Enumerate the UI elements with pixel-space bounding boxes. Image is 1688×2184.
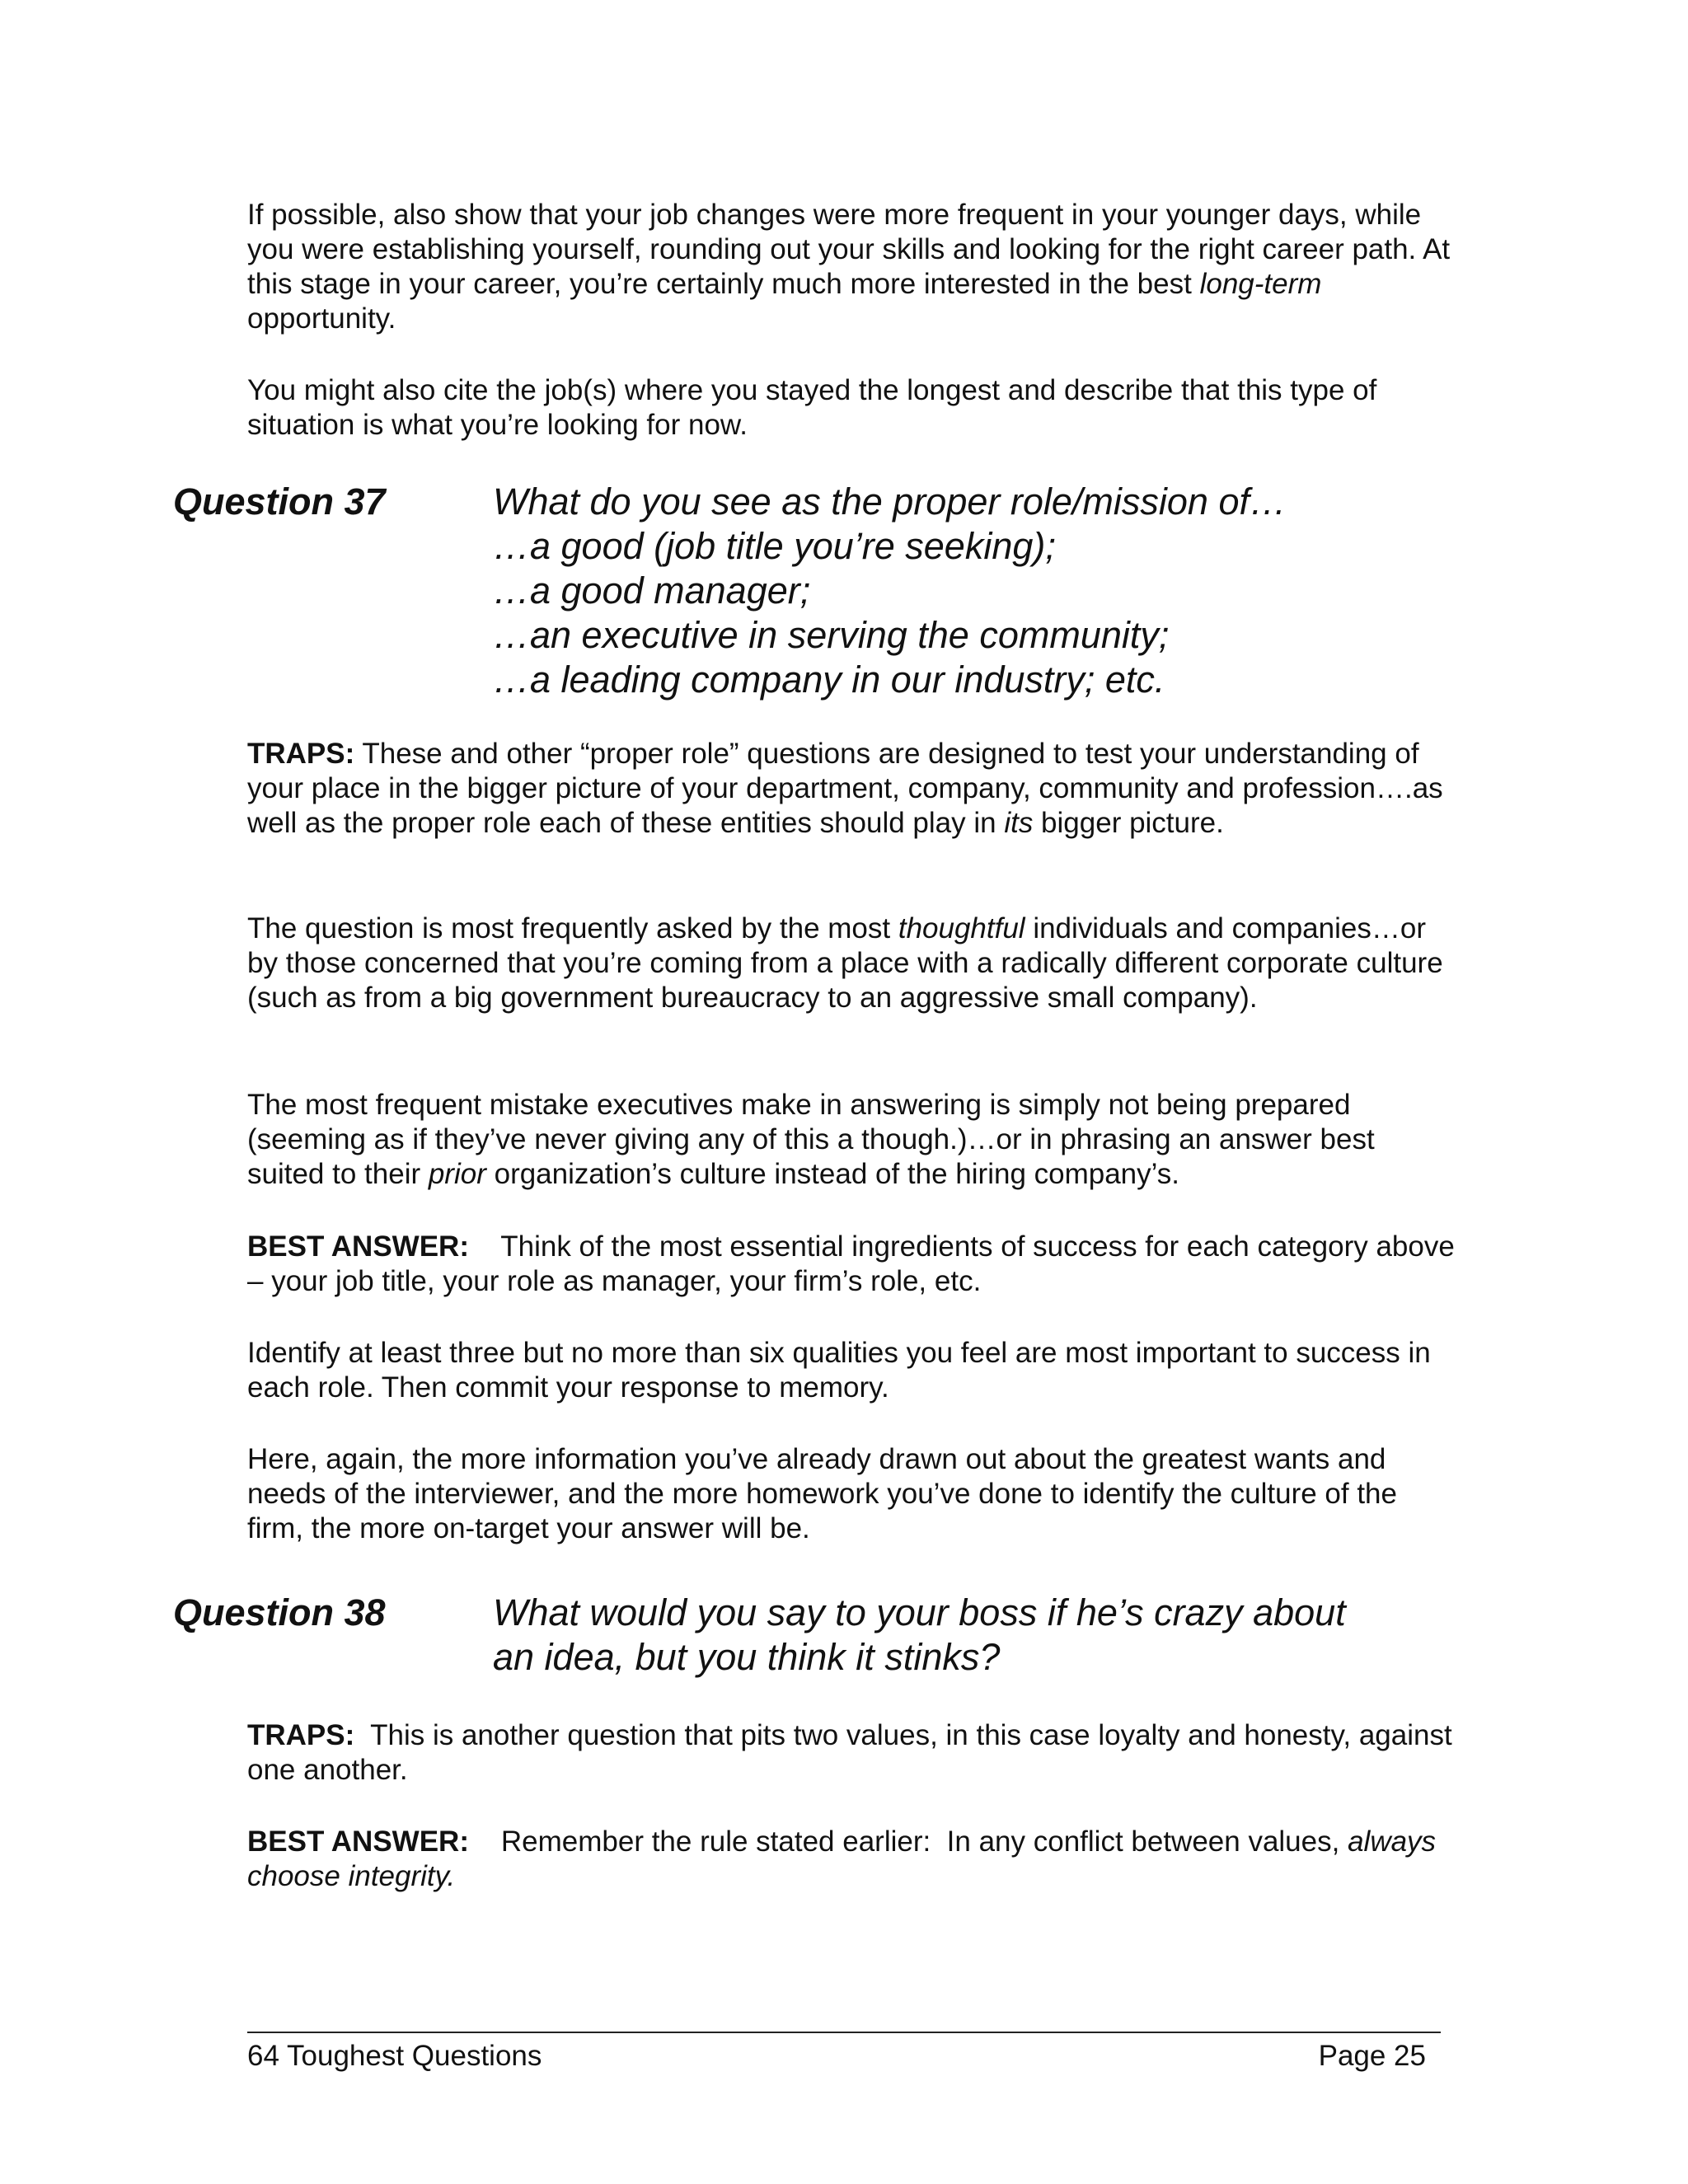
question-37-label: Question 37 bbox=[173, 480, 386, 523]
question-38-line: What would you say to your boss if he’s crazy about bbox=[493, 1591, 1346, 1633]
q37-traps-paragraph: TRAPS: These and other “proper role” questions are designed to test your understanding of your place in the bigger picture of your department, company, community and profession….as well as the proper role each of these entities should play in its bigger picture. bbox=[247, 738, 1443, 839]
footer-book-title: 64 Toughest Questions bbox=[247, 2040, 542, 2072]
question-37-text bbox=[493, 480, 1548, 702]
q37-frequency-paragraph: The question is most frequently asked by the most thoughtful individuals and companies…or by those concerned that you’re coming from a place with a radically different corporate culture (such as from a big government bureaucracy to an aggressive small company). bbox=[247, 912, 1443, 1014]
best-answer-label: BEST ANSWER: bbox=[247, 1825, 469, 1858]
q38-best-answer-paragraph: BEST ANSWER: Remember the rule stated earlier: In any conflict between values, always choose integrity. bbox=[247, 1825, 1437, 1892]
traps-label: TRAPS: bbox=[247, 1719, 355, 1751]
footer-page-number: Page 25 bbox=[1318, 2040, 1426, 2072]
question-37-line: What do you see as the proper role/mission of… bbox=[493, 480, 1287, 523]
question-37-line: …an executive in serving the community; bbox=[493, 614, 1170, 656]
traps-label: TRAPS: bbox=[247, 738, 355, 770]
q37-best-answer-paragraph: BEST ANSWER: Think of the most essential ingredients of success for each category above – your job title, your role as manager, your firm’s role, etc. bbox=[247, 1230, 1463, 1297]
footer-divider bbox=[247, 2032, 1441, 2033]
q37-here-again-paragraph: Here, again, the more information you’ve already drawn out about the greatest wants and needs of the interviewer, and the more homework you’ve done to identify the culture of the firm, the more on-target your answer will be. bbox=[247, 1443, 1397, 1544]
q37-mistake-paragraph: The most frequent mistake executives make in answering is simply not being prepared (seeming as if they’ve never giving any of this a though.)…or in phrasing an answer best suited to their prior organization’s culture instead of the hiring company’s. bbox=[247, 1089, 1375, 1190]
question-37-line: …a leading company in our industry; etc. bbox=[493, 658, 1165, 701]
question-37-line: …a good manager; bbox=[493, 569, 811, 612]
q37-identify-paragraph: Identify at least three but no more than six qualities you feel are most important to success in each role. Then commit your response to memory. bbox=[247, 1337, 1431, 1404]
question-38-label: Question 38 bbox=[173, 1591, 386, 1633]
paragraph-job-changes: If possible, also show that your job changes were more frequent in your younger days, while you were establishing yourself, rounding out your skills and looking for the right career path. At this stage in your career, you’re certainly much more interested in the best long-term opportunity. bbox=[247, 199, 1451, 335]
question-38-text bbox=[493, 1591, 1548, 1680]
question-37-line: …a good (job title you’re seeking); bbox=[493, 525, 1056, 567]
paragraph-cite-jobs: You might also cite the job(s) where you stayed the longest and describe that this type of situation is what you’re looking for now. bbox=[247, 374, 1377, 441]
q38-traps-paragraph: TRAPS: This is another question that pits two values, in this case loyalty and honesty, against one another. bbox=[247, 1719, 1461, 1786]
best-answer-label: BEST ANSWER: bbox=[247, 1230, 469, 1263]
question-38-line: an idea, but you think it stinks? bbox=[493, 1636, 1001, 1678]
